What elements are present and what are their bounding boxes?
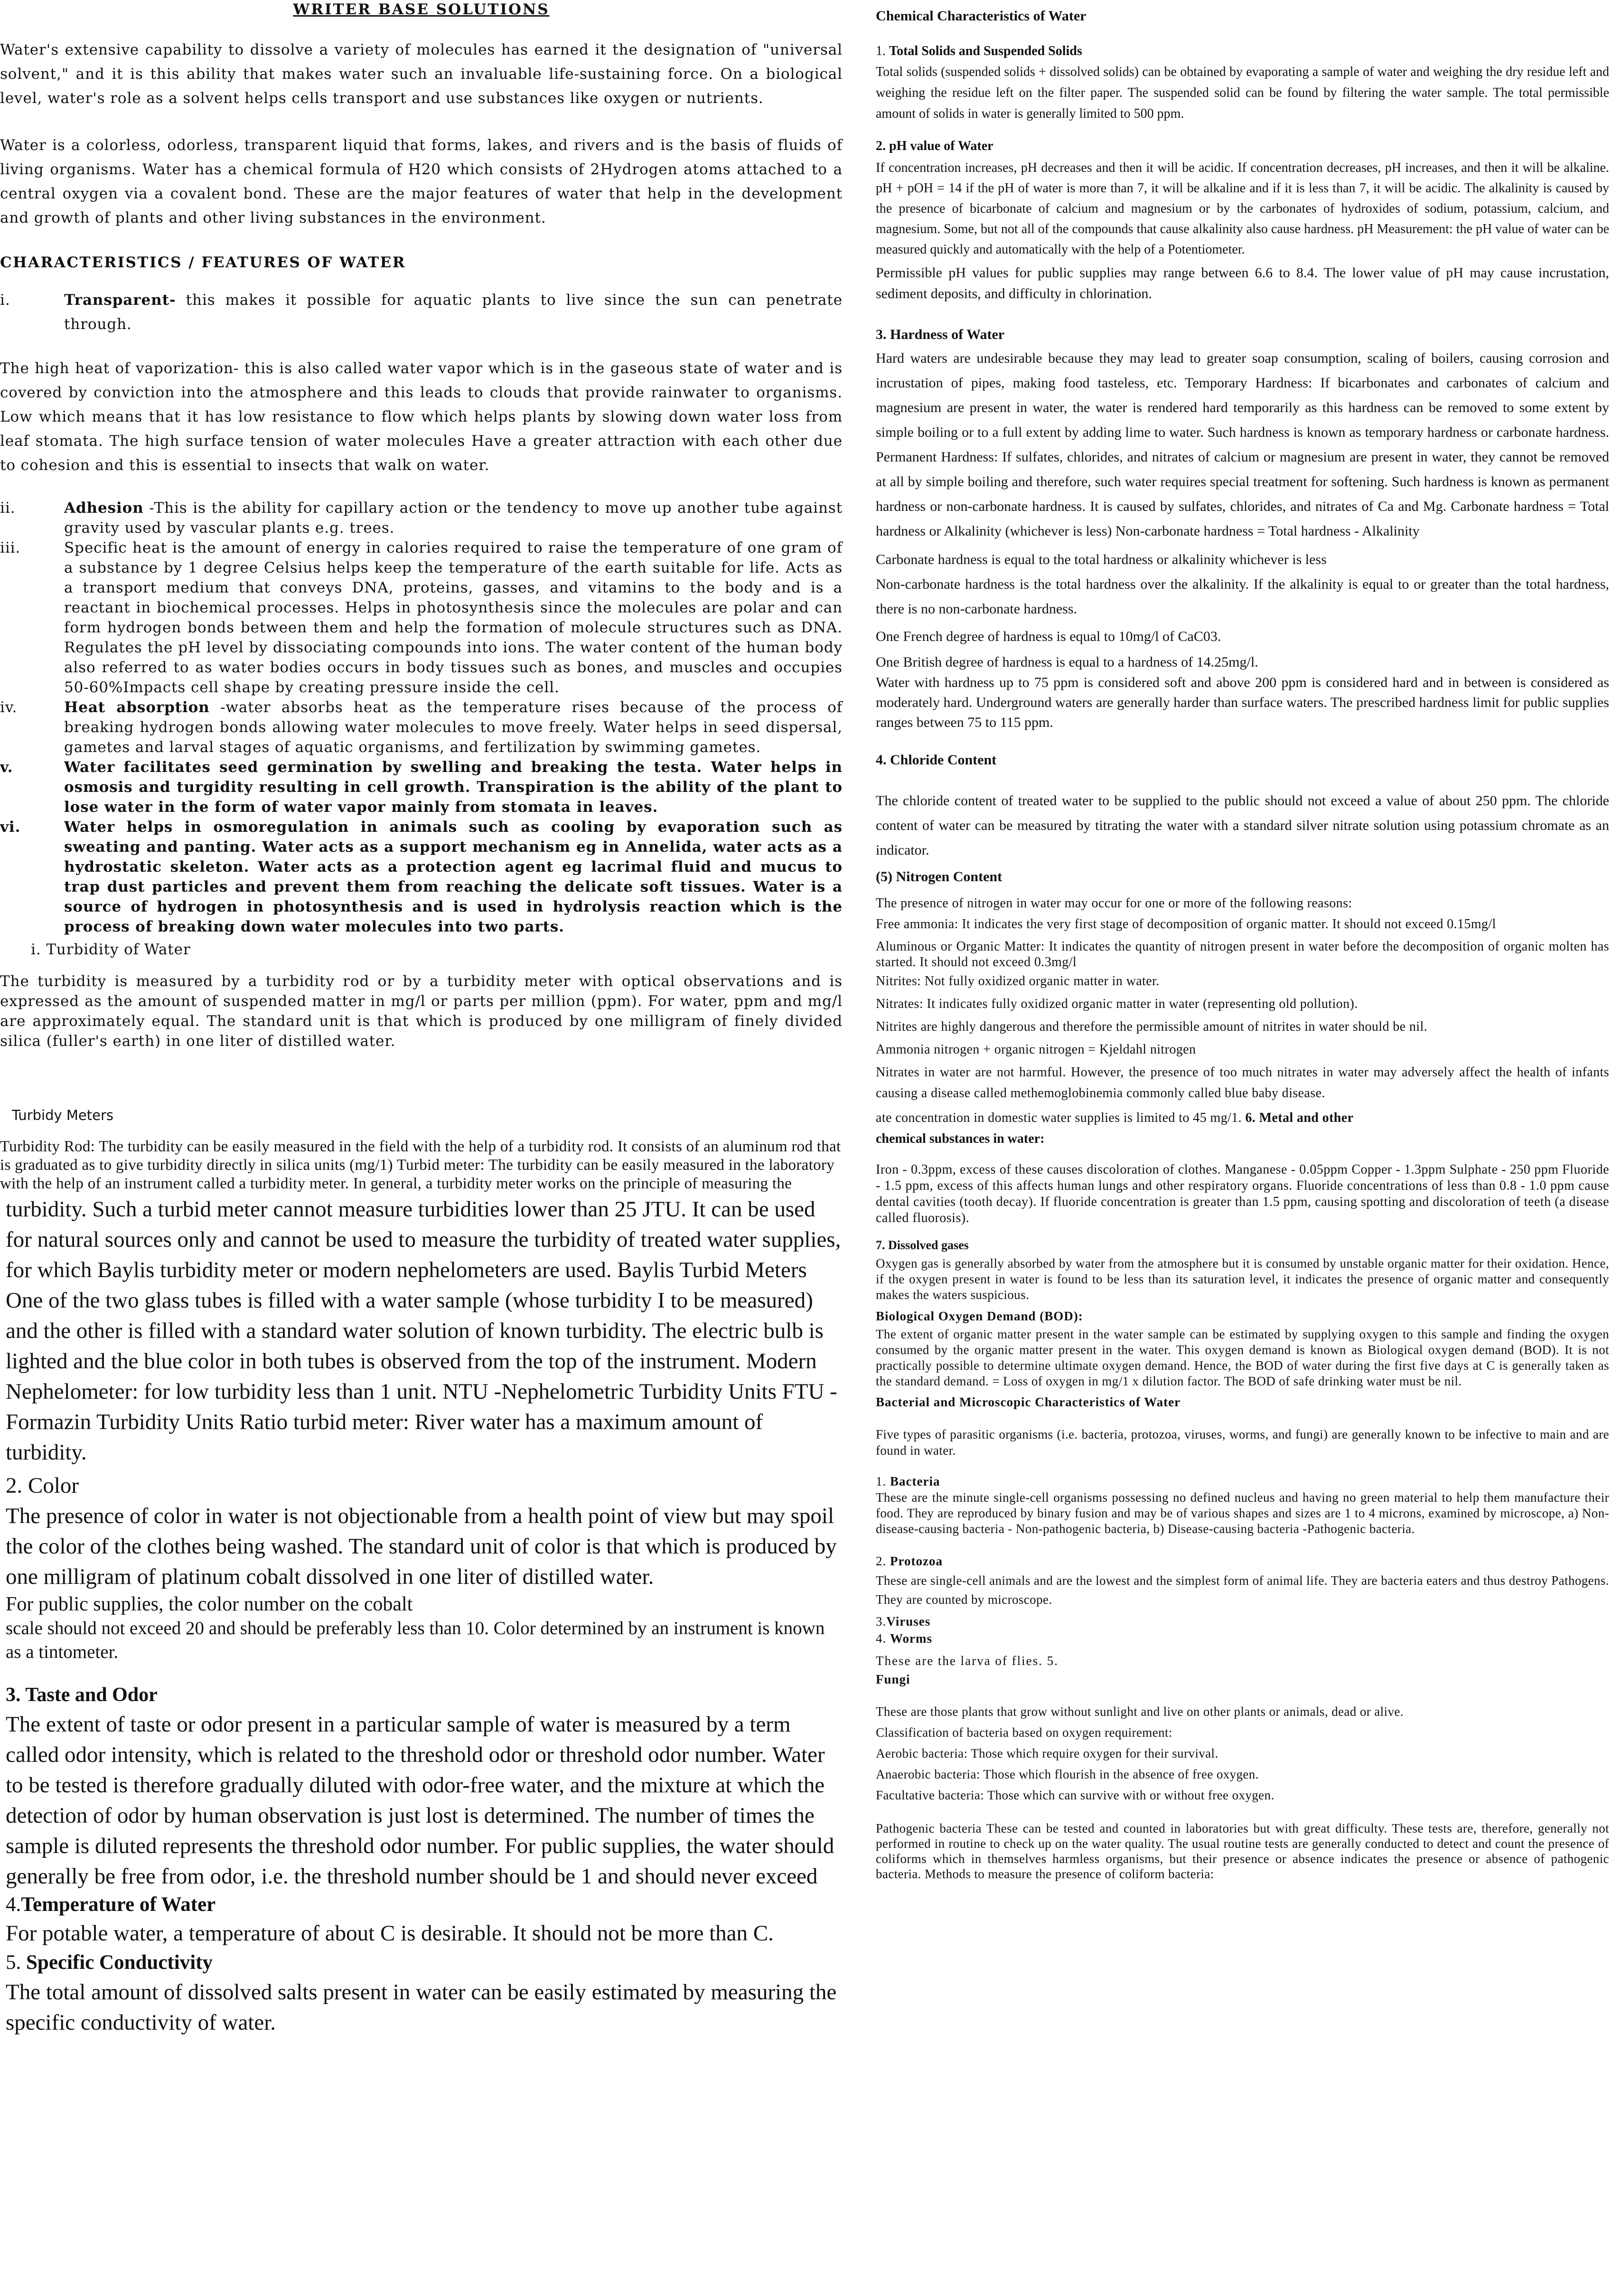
conductivity-number: 5.	[6, 1951, 26, 1974]
vaporization-paragraph: The high heat of vaporization- this is also called water vapor which is in the gaseous state of water and is covered by conviction into the atmosphere and this leads to clouds that provide rainwater to organisms. Low which means that it has low resistance to flow which helps plants by slowing down water loss from leaf stomata. The high surface tension of water molecules Have a greater attraction with each other due to cohesion and this is essential to insects that walk on water.	[0, 360, 843, 474]
list-text: -water absorbs heat as the temperature rises because of the process of breaking hydrogen bonds allowing water molecules to move freely. Water helps in seed dispersal, gametes and larval stages of aquatic organisms, and fertilization by swimming gametes.	[64, 699, 843, 756]
dissolved-gases-heading: 7. Dissolved gases	[876, 1238, 969, 1252]
carbonate-hardness-paragraph: Carbonate hardness is equal to the total hardness or alkalinity whichever is less	[876, 552, 1327, 567]
list-term: Heat absorption	[64, 699, 210, 716]
ph-heading: 2. pH value of Water	[876, 139, 993, 153]
british-degree-paragraph: One British degree of hardness is equal to a hardness of 14.25mg/l.	[876, 654, 1258, 670]
list-number: ii.	[0, 499, 16, 517]
hardness-heading: 3. Hardness of Water	[876, 327, 1005, 342]
nitrate-limit-text: ate concentration in domestic water supplies is limited to 45 mg/1.	[876, 1110, 1246, 1125]
list-term: Adhesion	[64, 499, 144, 517]
noncarbonate-hardness-paragraph: Non-carbonate hardness is the total hardness over the alkalinity. If the alkalinity is equal to or greater than the total hardness, there is no non-carbonate hardness.	[876, 576, 1609, 617]
characteristics-heading: CHARACTERISTICS / FEATURES OF WATER	[0, 254, 406, 271]
heading-title: Bacteria	[890, 1474, 940, 1488]
list-text: Specific heat is the amount of energy in calories required to raise the temperature of one gram of a substance by 1 degree Celsius helps keep the temperature of the earth suitable for life. Acts as a transport medium that conveys DNA, proteins, gasses, and vitamins to the body and is a reactant in biochemical processes. Helps in photosynthesis since the molecules are polar and can form hydrogen bonds between them and help the formation of molecule structures such as DNA. Regulates the pH level by dissociating compounds into ions. The water content of the human body also referred to as water bodies occurs in body tissues such as bones, and muscles and occupies 50-60%Impacts cell shape by creating pressure inside the cell.	[64, 539, 843, 696]
heading-title: Total Solids and Suspended Solids	[889, 44, 1082, 58]
facultative-paragraph: Facultative bacteria: Those which can survive with or without free oxygen.	[876, 1788, 1275, 1802]
bacteria-heading	[876, 1473, 1609, 1490]
protozoa-paragraph: These are single-cell animals and are the lowest and the simplest form of animal life. They are bacteria eaters and thus destroy Pathogens. They are counted by microscope.	[876, 1573, 1609, 1607]
list-item-iv	[0, 697, 843, 757]
aerobic-paragraph: Aerobic bacteria: Those which require oxygen for their survival.	[876, 1746, 1218, 1760]
nitrates-paragraph: Nitrates: It indicates fully oxidized organic matter in water (representing old pollution).	[876, 997, 1358, 1011]
chemical-characteristics-title: Chemical Characteristics of Water	[876, 8, 1087, 24]
anaerobic-paragraph: Anaerobic bacteria: Those which flourish in the absence of free oxygen.	[876, 1767, 1259, 1781]
list-text: this makes it possible for aquatic plants to live since the sun can penetrate through.	[64, 292, 843, 333]
fungi-heading: Fungi	[876, 1672, 910, 1686]
parasitic-paragraph: Five types of parasitic organisms (i.e. bacteria, protozoa, viruses, worms, and fungi) are generally known to be infective to main and are found in water.	[876, 1427, 1609, 1458]
chloride-paragraph: The chloride content of treated water to be supplied to the public should not exceed a value of about 250 ppm. The chloride content of water can be measured by titrating the water with a standard silver nitrate solution using potassium chromate as an indicator.	[876, 793, 1609, 858]
list-text: -This is the ability for capillary action or the tendency to move up another tube against gravity used by vascular plants e.g. trees.	[64, 499, 843, 536]
jackson-turbidity-paragraph: turbidity. Such a turbid meter cannot measure turbidities lower than 25 JTU. It can be used for natural sources only and cannot be used to measure the turbidity of treated water supplies, for which Baylis turbidity meter or modern nephelometers are used. Baylis Turbid Meters One of the two glass tubes is filled with a water sample (whose turbidity I to be measured) and the other is filled with a standard water solution of known turbidity. The electric bulb is lighted and the blue color in both tubes is observed from the top of the instrument. Modern Nephelometer: for low turbidity less than 1 unit. NTU -Nephelometric Turbidity Units FTU - Formazin Turbidity Units Ratio turbid meter: River water has a maximum amount of turbidity.	[6, 1197, 841, 1465]
taste-odor-paragraph: The extent of taste or odor present in a particular sample of water is measured by a term called odor intensity, which is related to the threshold odor or threshold odor number. Water to be tested is therefore gradually diluted with odor-free water, and the mixture at which the detection of odor by human observation is just lost is determined. The number of times the sample is diluted represents the threshold odor number. For public supplies, the water should generally be free from odor, i.e. the threshold number should be 1 and should never exceed	[6, 1712, 834, 1889]
ph-permissible-paragraph: Permissible pH values for public supplies may range between 6.6 to 8.4. The lower value of pH may cause incrustation, sediment deposits, and difficulty in chlorination.	[876, 265, 1609, 301]
conductivity-paragraph: The total amount of dissolved salts present in water can be easily estimated by measuring the specific conductivity of water.	[6, 1980, 837, 2035]
color-heading: 2. Color	[6, 1473, 79, 1498]
metal-heading: chemical substances in water:	[876, 1131, 1045, 1146]
nitrites-danger-paragraph: Nitrites are highly dangerous and therefore the permissible amount of nitrites in water should be nil.	[876, 1019, 1428, 1034]
list-text: Water helps in osmoregulation in animals such as cooling by evaporation such as sweating and panting. Water acts as a support mechanism eg in Annelida, water acts as a hydrostatic skeleton. Water acts as a protection agent eg lacrimal fluid and mucus to trap dust particles and prevent them from reaching the delicate soft tissues. Water is a source of hydrogen in photosynthesis and is used in hydrolysis reaction which is the process of breaking down water molecules into two parts.	[64, 819, 843, 935]
heading-number: 1.	[876, 44, 889, 58]
left-column	[0, 0, 843, 2038]
heading-number: 2.	[876, 1554, 890, 1568]
nitrites-paragraph: Nitrites: Not fully oxidized organic matter in water.	[876, 974, 1160, 988]
aluminous-paragraph: Aluminous or Organic Matter: It indicates the quantity of nitrogen present in water before the decomposition of organic molten has started. It should not exceed 0.3mg/l	[876, 939, 1609, 969]
color-public-supplies: For public supplies, the color number on the cobalt	[6, 1593, 413, 1615]
ph-paragraph: If concentration increases, pH decreases and then it will be acidic. If concentration decreases, pH increases, and then it will be alkaline. pH + pOH = 14 if the pH of water is more than 7, it will be alkaline and if it is less than 7, it will be acidic. The alkalinity is caused by the presence of bicarbonate of calcium and magnesium or by the carbonates of hydroxides of sodium, potassium, calcium, and magnesium. Some, but not all of the compounds that cause alkalinity also cause hardness. pH Measurement: the pH value of water can be measured quickly and automatically with the help of a Potentiometer.	[876, 160, 1609, 257]
intro-paragraph: Water's extensive capability to dissolve a variety of molecules has earned it the designation of "universal solvent," and it is this ability that makes water such an invaluable life-sustaining force. On a biological level, water's role as a solvent helps cells transport and use substances like oxygen or nutrients.	[0, 41, 843, 107]
heading-title: Worms	[890, 1631, 932, 1646]
chloride-heading: 4. Chloride Content	[876, 752, 997, 768]
list-number: vi.	[0, 819, 21, 836]
turbidity-rod-paragraph: Turbidity Rod: The turbidity can be easily measured in the field with the help of a turbidity rod. It consists of an aluminum rod that is graduated as to give turbidity directly in silica units (mg/1) Turbid meter: The turbidity can be easily measured in the laboratory with the help of an instrument called a turbidity meter. In general, a turbidity meter works on the principle of measuring the	[0, 1138, 841, 1192]
list-item-iii	[0, 538, 843, 697]
hardness-range-paragraph: Water with hardness up to 75 ppm is considered soft and above 200 ppm is considered hard and in between is considered as moderately hard. Underground waters are generally harder than surface waters. The prescribed hardness limit for public supplies ranges between 75 to 115 ppm.	[876, 675, 1609, 730]
french-degree-paragraph: One French degree of hardness is equal to 10mg/l of CaC03.	[876, 629, 1221, 644]
list-item-ii	[0, 498, 843, 538]
heading-number: 3.	[876, 1614, 887, 1628]
nitrate-limit-paragraph	[876, 1107, 1609, 1129]
turbidity-paragraph: The turbidity is measured by a turbidity rod or by a turbidity meter with optical observations and is expressed as the amount of suspended matter in mg/l or parts per million (ppm). For water, ppm and mg/l are approximately equal. The standard unit is that which is produced by one milligram of finely divided silica (fuller's earth) in one liter of distilled water.	[0, 973, 843, 1050]
bacterial-heading: Bacterial and Microscopic Characteristics of Water	[876, 1395, 1181, 1409]
metals-paragraph: Iron - 0.3ppm, excess of these causes discoloration of clothes. Manganese - 0.05ppm Copper - 1.3ppm Sulphate - 250 ppm Fluoride - 1.5 ppm, excess of this affects human lungs and other respiratory organs. Fluoride concentrations of less than 0.8 - 1.0 ppm cause dental cavities (tooth decay). If fluoride concentration is greater than 1.5 ppm, causing spotting and discoloration of teeth (a disease called fluorosis).	[876, 1162, 1609, 1225]
heading-number: 1.	[876, 1474, 890, 1488]
bacteria-paragraph: These are the minute single-cell organisms possessing no defined nucleus and having no green material to help them manufacture their food. They are reproduced by binary fusion and may be of various shapes and sizes are 1 to 4 microns, examined by microscope, a) Non-disease-causing bacteria - Non-pathogenic bacteria, b) Disease-causing bacteria -Pathogenic bacteria.	[876, 1490, 1609, 1536]
classification-paragraph: Classification of bacteria based on oxygen requirement:	[876, 1725, 1172, 1740]
color-scale-paragraph: scale should not exceed 20 and should be preferably less than 10. Color determined by an instrument is known as a tintometer.	[6, 1618, 825, 1662]
bod-heading: Biological Oxygen Demand (BOD):	[876, 1309, 1083, 1323]
heading-title: Protozoa	[890, 1554, 943, 1568]
list-item-i	[0, 288, 843, 337]
worms-heading	[876, 1630, 1609, 1647]
temperature-paragraph: For potable water, a temperature of about C is desirable. It should not be more than C.	[6, 1921, 774, 1946]
conductivity-heading	[0, 1948, 843, 1977]
heading-number: 4.	[876, 1631, 890, 1646]
total-solids-heading	[876, 41, 1609, 62]
taste-odor-heading: 3. Taste and Odor	[6, 1684, 158, 1706]
list-number: iii.	[0, 539, 21, 556]
color-paragraph: The presence of color in water is not objectionable from a health point of view but may spoil the color of the clothes being washed. The standard unit of color is that which is produced by one milligram of platinum cobalt dissolved in one liter of distilled water.	[6, 1504, 837, 1589]
nitrogen-heading: (5) Nitrogen Content	[876, 869, 1003, 885]
dissolved-gases-paragraph: Oxygen gas is generally absorbed by water from the atmosphere but it is consumed by unstable organic matter for their oxidation. Hence, if the oxygen present in water is found to be less than its saturation level, it indicates the presence of organic matter and consequently makes the waters suspicious.	[876, 1256, 1609, 1302]
nitrogen-intro: The presence of nitrogen in water may occur for one or more of the following reasons:	[876, 896, 1352, 911]
list-number: iv.	[0, 699, 18, 716]
list-item-v	[0, 757, 843, 817]
turbidity-subheading: i. Turbidity of Water	[31, 941, 191, 958]
list-term: Transparent-	[64, 292, 176, 309]
worms-paragraph: These are the larva of flies. 5.	[876, 1654, 1059, 1668]
list-text: Water facilitates seed germination by swelling and breaking the testa. Water helps in osmosis and turgidity resulting in cell growth. Transpiration is the ability of the plant to lose water in the form of water vapor mainly from stomata in leaves.	[64, 759, 843, 816]
temperature-number: 4.	[6, 1893, 21, 1916]
hardness-paragraph: Hard waters are undesirable because they may lead to greater soap consumption, scaling of boilers, causing corrosion and incrustation of pipes, making food tasteless, etc. Temporary Hardness: If bicarbonates and carbonates of calcium and magnesium are present in water, the water is rendered hard temporarily as this hardness can be removed to some extent by simple boiling or to a full extent by adding lime to water. Such hardness is known as temporary hardness or carbonate hardness. Permanent Hardness: If sulfates, chlorides, and nitrates of calcium or magnesium are present in water, they cannot be removed at all by simple boiling and therefore, such water requires special treatment for softening. Such hardness is known as permanent hardness or non-carbonate hardness. It is caused by sulfates, chlorides, and nitrates of Ca and Mg. Carbonate hardness = Total hardness or Alkalinity (whichever is less) Non-carbonate hardness = Total hardness - Alkalinity	[876, 350, 1609, 539]
water-description-paragraph: Water is a colorless, odorless, transparent liquid that forms, lakes, and rivers and is the basis of fluids of living organisms. Water has a chemical formula of H20 which consists of 2Hydrogen atoms attached to a central oxygen via a covalent bond. These are the major features of water that help in the development and growth of plants and other living substances in the environment.	[0, 137, 843, 226]
list-number: v.	[0, 759, 13, 776]
list-item-vi	[0, 817, 843, 937]
metal-heading-start: 6. Metal and other	[1245, 1110, 1354, 1125]
heading-title: Viruses	[886, 1614, 931, 1628]
right-column	[876, 0, 1609, 1882]
kjeldahl-paragraph: Ammonia nitrogen + organic nitrogen = Kjeldahl nitrogen	[876, 1042, 1196, 1057]
fungi-paragraph: These are those plants that grow without sunlight and live on other plants or animals, dead or alive.	[876, 1704, 1404, 1719]
temperature-title: Temperature of Water	[21, 1893, 216, 1916]
total-solids-paragraph: Total solids (suspended solids + dissolved solids) can be obtained by evaporating a sample of water and weighing the dry residue left and weighing the residue left on the filter paper. The suspended solid can be found by filtering the water sample. The total permissible amount of solids in water is generally limited to 500 ppm.	[876, 65, 1609, 121]
nitrates-harm-paragraph: Nitrates in water are not harmful. However, the presence of too much nitrates in water may adversely affect the health of infants causing a disease called methemoglobinemia commonly called blue baby disease.	[876, 1065, 1609, 1101]
bod-paragraph: The extent of organic matter present in the water sample can be estimated by supplying oxygen to this sample and finding the oxygen consumed by the organic matter present in the water. This oxygen demand is known as Biological oxygen demand (BOD). It is not practically possible to determine ultimate oxygen demand. Hence, the BOD of water during the first five days at C is generally taken as the standard demand. = Loss of oxygen in mg/1 x dilution factor. The BOD of safe drinking water must be nil.	[876, 1327, 1609, 1388]
temperature-heading	[0, 1891, 843, 1918]
conductivity-title: Specific Conductivity	[26, 1951, 213, 1974]
free-ammonia-paragraph: Free ammonia: It indicates the very first stage of decomposition of organic matter. It should not exceed 0.15mg/l	[876, 917, 1496, 932]
viruses-heading	[876, 1613, 1609, 1630]
pathogenic-paragraph: Pathogenic bacteria These can be tested and counted in laboratories but with great difficulty. These tests are, therefore, generally not performed in routine to check up on the water quality. The usual routine tests are generally conducted to detect and count the presence of coliforms which in themselves harmless organisms, but their presence or absence indicates the presence or absence of pathogenic bacteria. Methods to measure the presence of coliform bacteria:	[876, 1821, 1609, 1881]
protozoa-heading	[876, 1551, 1609, 1571]
turbidy-meters-heading: Turbidy Meters	[12, 1107, 113, 1123]
document-title: WRITER BASE SOLUTIONS	[293, 1, 550, 18]
list-number: i.	[0, 292, 10, 309]
